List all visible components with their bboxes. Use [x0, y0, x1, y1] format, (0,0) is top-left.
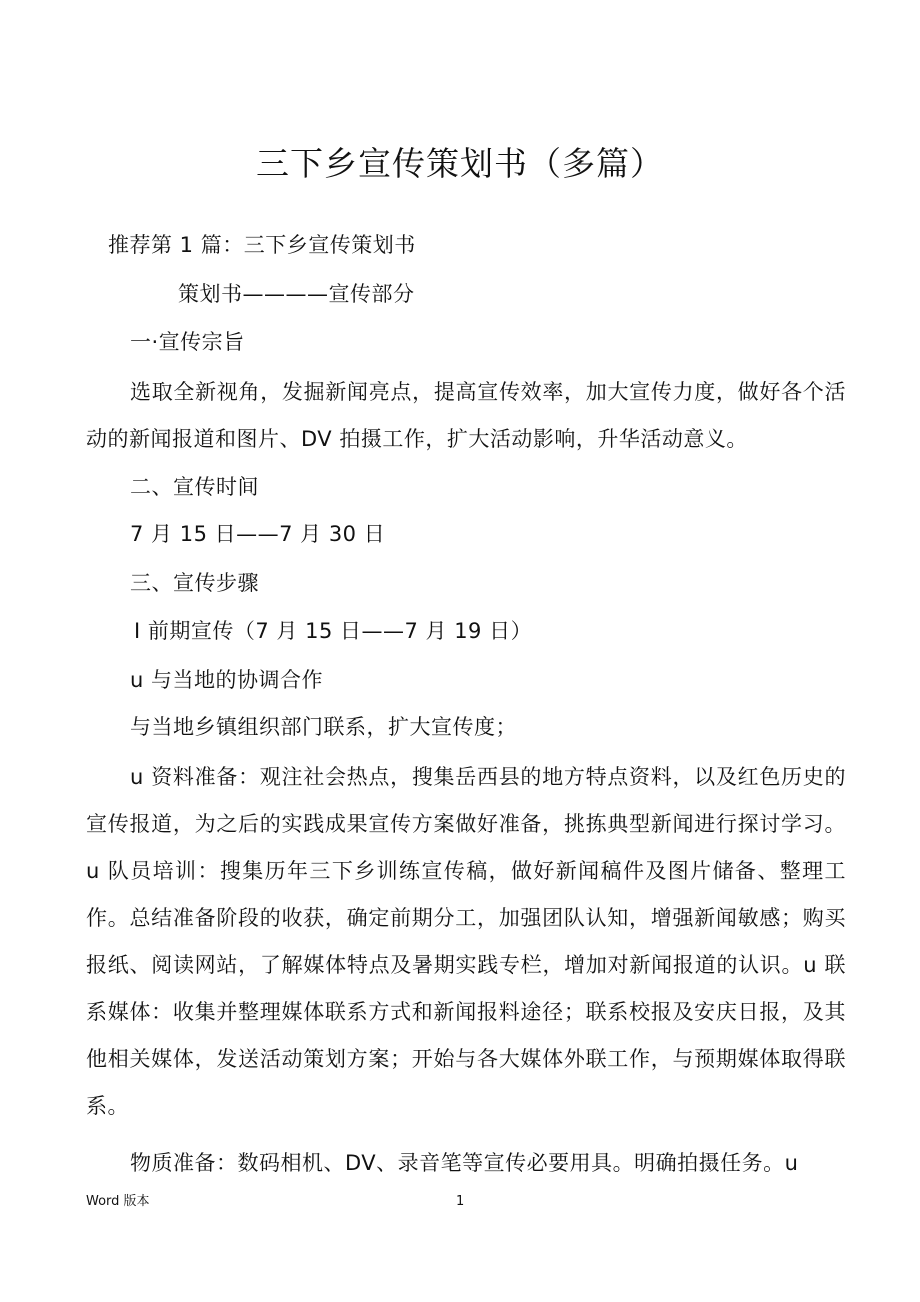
recommend-heading: 推荐第 1 篇：三下乡宣传策划书 — [108, 233, 416, 257]
section2-heading: 二、宣传时间 — [130, 475, 259, 499]
page-number: 1 — [456, 1194, 465, 1209]
phase1-heading: Ⅰ 前期宣传（7 月 15 日——7 月 19 日） — [134, 619, 533, 643]
coordination-body: 与当地乡镇组织部门联系，扩大宣传度； — [130, 715, 517, 739]
document-title: 三下乡宣传策划书（多篇） — [256, 144, 664, 183]
prep-paragraph: u 资料准备：观注社会热点，搜集岳西县的地方特点资料，以及红色历史的宣传报道，为之后的实践成果宣传方案做好准备，挑拣典型新闻进行探讨学习。u 队员培训：搜集历年三下乡训练宣传稿，做好新闻稿件及图片储备、整理工作。总结准备阶段的收获，确定前期分工，加强团队认知，增强新闻敏感；购买报纸、阅读网站，了解媒体特点及暑期实践专栏，增加对新闻报道的认识。u 联系媒体：收集并整理媒体联系方式和新闻报料途径；联系校报及安庆日报，及其他相关媒体，发送活动策划方案；开始与各大媒体外联工作，与预期媒体取得联系。 — [86, 765, 846, 1118]
materials-line: 物质准备：数码相机、DV、录音笔等宣传必要用具。明确拍摄任务。u — [130, 1151, 799, 1175]
section1-paragraph — [86, 369, 846, 463]
section2-dates: 7 月 15 日——7 月 30 日 — [130, 522, 386, 546]
subheading: 策划书————宣传部分 — [178, 282, 415, 306]
section1-body: 选取全新视角，发掘新闻亮点，提高宣传效率，加大宣传力度，做好各个活动的新闻报道和图片、DV 拍摄工作，扩大活动影响，升华活动意义。 — [86, 380, 846, 451]
coordination-heading: u 与当地的协调合作 — [130, 668, 323, 692]
footer-label: Word 版本 — [86, 1194, 150, 1209]
section3-heading: 三、宣传步骤 — [130, 571, 259, 595]
section1-heading: 一·宣传宗旨 — [130, 330, 245, 354]
prep-paragraph-block — [86, 754, 846, 1130]
